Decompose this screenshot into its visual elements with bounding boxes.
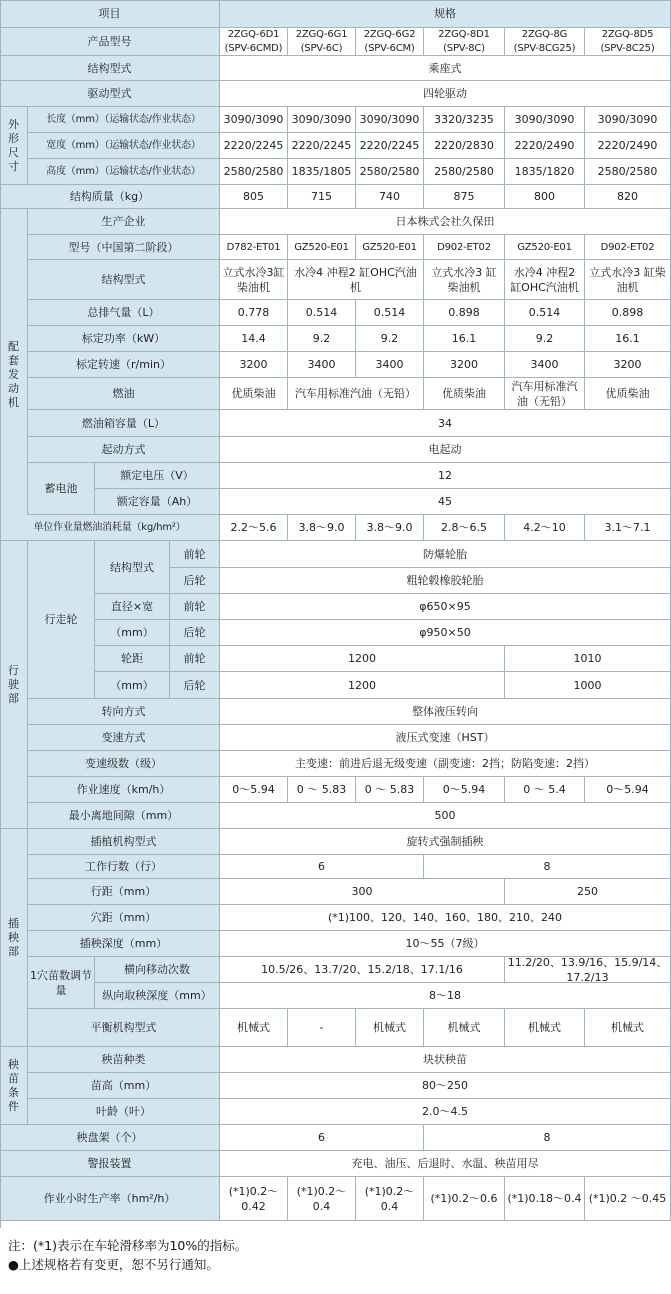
model-code: 2ZGQ-8D1 [438,28,490,40]
work-speed-value: 0 ～ 5.83 [356,777,424,803]
engine-type-value: D902-ET02 [585,235,671,260]
group-char: 机 [8,395,19,409]
model-cell [505,28,585,56]
balance-value: 机械式 [505,1009,585,1047]
displacement-value: 0.898 [585,300,671,326]
maker-value: 日本株式会社久保田 [220,209,671,235]
front-track-value: 1200 [220,646,505,672]
group-char: 部 [8,691,19,705]
work-speed-value: 0～5.94 [220,777,288,803]
power-value: 9.2 [505,326,585,352]
productivity-value: (*1)0.2～0.6 [424,1177,505,1221]
longitudinal-value: 8～18 [220,983,671,1009]
power-value: 9.2 [288,326,356,352]
group-char: 配 [8,339,19,353]
balance-value: 机械式 [424,1009,505,1047]
capacity-value: 45 [220,489,671,515]
model-code: (SPV-6CMD) [224,42,283,54]
row-label-hill: 穴距（mm） [28,905,220,931]
row-label-track-unit: （mm） [95,672,170,699]
consumption-value: 4.2～10 [505,515,585,541]
height-value: 2580/2580 [585,159,671,185]
displacement-value: 0.778 [220,300,288,326]
row-label-diameter: 直径×宽 [95,594,170,620]
row-label-track: 轮距 [95,646,170,672]
fuel-value: 汽车用标准汽油（无铅） [505,378,585,410]
row-label-engine-structure: 结构型式 [28,260,220,300]
seedling-height-value: 80～250 [220,1073,671,1099]
mechanism-value: 旋转式强制插秧 [220,829,671,855]
row-label-productivity: 作业小时生产率（hm²/h） [0,1177,220,1221]
group-char: 苗 [8,1071,19,1085]
label-front: 前轮 [170,541,220,568]
speed-value: 3400 [356,352,424,378]
tank-value: 34 [220,410,671,437]
row-label-displacement: 总排气量（L） [28,300,220,326]
spacing-value: 250 [505,879,671,905]
row-label-tray: 秧盘架（个） [0,1125,220,1151]
engine-type-value: D902-ET02 [424,235,505,260]
consumption-value: 3.8～9.0 [356,515,424,541]
front-diameter-value: φ650×95 [220,594,671,620]
model-cell [356,28,424,56]
row-label-balance: 平衡机构型式 [28,1009,220,1047]
engine-type-value: D782-ET01 [220,235,288,260]
front-track-value: 1010 [505,646,671,672]
front-structure-value: 防爆轮胎 [220,541,671,568]
mass-value: 805 [220,185,288,209]
model-code: (SPV-6CM) [364,42,415,54]
footnote-line: 注：(*1)表示在车轮滑移率为10%的指标。 [8,1238,248,1253]
mass-value: 875 [424,185,505,209]
rows-value: 6 [220,855,424,879]
rear-diameter-value: φ950×50 [220,620,671,646]
group-char: 条 [8,1085,19,1099]
row-label-wheel-structure: 结构型式 [95,541,170,594]
productivity-value: (*1)0.2～0.42 [220,1177,288,1221]
model-cell [220,28,288,56]
row-label-lateral: 横向移动次数 [95,957,220,983]
group-char: 发 [8,367,19,381]
group-seedling [0,1047,28,1125]
table-border [0,0,1,1228]
power-value: 16.1 [424,326,505,352]
row-label-capacity: 额定容量（Ah） [95,489,220,515]
speed-value: 3200 [585,352,671,378]
model-code: 2ZGQ-6G1 [295,28,348,40]
consumption-value: 2.8～6.5 [424,515,505,541]
row-label-steering: 转向方式 [28,699,220,725]
model-cell [288,28,356,56]
group-char: 秧 [8,1057,19,1071]
length-value: 3090/3090 [356,107,424,133]
engine-structure-value: 立式水冷3缸柴油机 [220,260,288,300]
consumption-value: 3.8～9.0 [288,515,356,541]
row-label-gears: 变速级数（级） [28,751,220,777]
engine-structure-value: 水冷4 冲程2 缸OHC汽油机 [505,260,585,300]
productivity-value: (*1)0.18～0.4 [505,1177,585,1221]
length-value: 3320/3235 [424,107,505,133]
engine-structure-value: 立式水冷3 缸柴油机 [424,260,505,300]
structure-value: 乘座式 [220,56,671,81]
clearance-value: 500 [220,803,671,829]
footnotes [8,1236,247,1274]
model-code: (SPV-8CG25) [513,42,576,54]
row-label-structure: 结构型式 [0,56,220,81]
fuel-value: 优质柴油 [424,378,505,410]
row-label-consumption: 单位作业量燃油消耗量（kg/hm²） [0,515,220,541]
lateral-value: 10.5/26、13.7/20、15.2/18、17.1/16 [220,957,505,983]
group-char: 驶 [8,677,19,691]
spacing-value: 300 [220,879,505,905]
width-value: 2220/2245 [288,133,356,159]
balance-value: 机械式 [585,1009,671,1047]
speed-value: 3200 [424,352,505,378]
group-char: 件 [8,1099,19,1113]
group-char: 插 [8,916,19,930]
displacement-value: 0.514 [356,300,424,326]
row-label-clearance: 最小离地间隙（mm） [28,803,220,829]
model-code: 2ZGQ-8G [521,28,568,40]
row-label-engine-type: 型号（中国第二阶段） [28,235,220,260]
consumption-value: 3.1～7.1 [585,515,671,541]
seedling-leaf-value: 2.0～4.5 [220,1099,671,1125]
row-label-transmission: 变速方式 [28,725,220,751]
transmission-value: 液压式变速（HST） [220,725,671,751]
row-label-mass: 结构质量（kg） [0,185,220,209]
length-value: 3090/3090 [288,107,356,133]
group-char: 形 [8,131,19,145]
group-char: 外 [8,117,19,131]
hill-value: (*1)100、120、140、160、180、210、240 [220,905,671,931]
width-value: 2220/2830 [424,133,505,159]
row-label-spacing: 行距（mm） [28,879,220,905]
tray-value: 8 [424,1125,671,1151]
height-value: 1835/1820 [505,159,585,185]
model-code: (SPV-8C25) [600,42,655,54]
height-value: 2580/2580 [356,159,424,185]
row-label-fuel: 燃油 [28,378,220,410]
engine-type-value: GZ520-E01 [505,235,585,260]
alarm-value: 充电、油压、后退时、水温、秧苗用尽 [220,1151,671,1177]
rows-value: 8 [424,855,671,879]
fuel-value: 优质柴油 [585,378,671,410]
displacement-value: 0.898 [424,300,505,326]
group-char: 尺 [8,145,19,159]
label-rear: 后轮 [170,568,220,594]
engine-structure-value: 水冷4 冲程2 缸OHC汽油机 [288,260,424,300]
mass-value: 740 [356,185,424,209]
row-label-seedling-leaf: 叶龄（叶） [28,1099,220,1125]
depth-value: 10～55（7级） [220,931,671,957]
width-value: 2220/2245 [356,133,424,159]
model-code: (SPV-8C) [443,42,485,54]
displacement-value: 0.514 [505,300,585,326]
start-value: 电起动 [220,437,671,463]
work-speed-value: 0～5.94 [424,777,505,803]
speed-value: 3400 [288,352,356,378]
row-label-depth: 插秧深度（mm） [28,931,220,957]
length-value: 3090/3090 [505,107,585,133]
seedling-type-value: 块状秧苗 [220,1047,671,1073]
header-spec: 规格 [220,0,671,28]
row-label-diameter-unit: （mm） [95,620,170,646]
work-speed-value: 0～5.94 [585,777,671,803]
row-label-height: 高度（mm）（运输状态/作业状态） [28,159,220,185]
height-value: 2580/2580 [424,159,505,185]
engine-type-value: GZ520-E01 [356,235,424,260]
height-value: 2580/2580 [220,159,288,185]
work-speed-value: 0 ～ 5.83 [288,777,356,803]
footnote-line: ●上述规格若有变更，恕不另行通知。 [8,1257,219,1272]
row-label-length: 长度（mm）（运输状态/作业状态） [28,107,220,133]
model-code: 2ZGQ-8D5 [601,28,654,40]
row-label-longitudinal: 纵向取秧深度（mm） [95,983,220,1009]
mass-value: 715 [288,185,356,209]
rear-track-value: 1200 [220,672,505,699]
length-value: 3090/3090 [585,107,671,133]
mass-value: 820 [585,185,671,209]
speed-value: 3400 [505,352,585,378]
work-speed-value: 0 ～ 5.4 [505,777,585,803]
row-label-battery: 蓄电池 [28,463,95,515]
width-value: 2220/2490 [585,133,671,159]
label-front: 前轮 [170,594,220,620]
steering-value: 整体液压转向 [220,699,671,725]
balance-value: 机械式 [220,1009,288,1047]
row-label-drive: 驱动型式 [0,81,220,107]
group-travel [0,541,28,829]
row-label-width: 宽度（mm）（运输状态/作业状态） [28,133,220,159]
engine-structure-value: 立式水冷3 缸柴油机 [585,260,671,300]
productivity-value: (*1)0.2～0.4 [356,1177,424,1221]
productivity-value: (*1)0.2 ～0.45 [585,1177,671,1221]
label-front: 前轮 [170,646,220,672]
row-label-rows: 工作行数（行） [28,855,220,879]
row-label-adjust: 1穴苗数调节量 [28,957,95,1009]
height-value: 1835/1805 [288,159,356,185]
speed-value: 3200 [220,352,288,378]
row-label-speed: 标定转速（r/min） [28,352,220,378]
group-char: 秧 [8,930,19,944]
gears-value: 主变速：前进后退无级变速（副变速：2挡；防陷变速：2挡） [220,751,671,777]
row-label-alarm: 警报装置 [0,1151,220,1177]
rear-structure-value: 粗轮毂橡胶轮胎 [220,568,671,594]
rear-track-value: 1000 [505,672,671,699]
power-value: 16.1 [585,326,671,352]
model-code: 2ZGQ-6D1 [227,28,280,40]
row-label-tank: 燃油箱容量（L） [28,410,220,437]
displacement-value: 0.514 [288,300,356,326]
row-label-model: 产品型号 [0,28,220,56]
group-planting [0,829,28,1047]
balance-value: 机械式 [356,1009,424,1047]
row-label-seedling-type: 秧苗种类 [28,1047,220,1073]
power-value: 9.2 [356,326,424,352]
label-rear: 后轮 [170,672,220,699]
header-item: 项目 [0,0,220,28]
group-dimensions [0,107,28,185]
width-value: 2220/2245 [220,133,288,159]
row-label-start: 起动方式 [28,437,220,463]
model-code: 2ZGQ-6G2 [363,28,416,40]
power-value: 14.4 [220,326,288,352]
group-char: 套 [8,353,19,367]
group-char: 寸 [8,159,19,173]
drive-value: 四轮驱动 [220,81,671,107]
row-label-power: 标定功率（kW） [28,326,220,352]
fuel-value: 优质柴油 [220,378,288,410]
engine-type-value: GZ520-E01 [288,235,356,260]
mass-value: 800 [505,185,585,209]
table-border [0,0,671,1]
group-char: 部 [8,944,19,958]
row-label-wheel: 行走轮 [28,541,95,699]
model-cell [424,28,505,56]
length-value: 3090/3090 [220,107,288,133]
group-engine [0,209,28,541]
model-code: (SPV-6C) [300,42,343,54]
voltage-value: 12 [220,463,671,489]
row-label-seedling-height: 苗高（mm） [28,1073,220,1099]
consumption-value: 2.2～5.6 [220,515,288,541]
label-rear: 后轮 [170,620,220,646]
width-value: 2220/2490 [505,133,585,159]
row-label-voltage: 额定电压（V） [95,463,220,489]
group-char: 动 [8,381,19,395]
tray-value: 6 [220,1125,424,1151]
lateral-value: 11.2/20、13.9/16、15.9/14、17.2/13 [505,957,671,983]
model-cell [585,28,671,56]
row-label-maker: 生产企业 [28,209,220,235]
fuel-value: 汽车用标准汽油（无铅） [288,378,424,410]
balance-value: - [288,1009,356,1047]
row-label-mechanism: 插植机构型式 [28,829,220,855]
productivity-value: (*1)0.2～0.4 [288,1177,356,1221]
group-char: 行 [8,663,19,677]
row-label-work-speed: 作业速度（km/h） [28,777,220,803]
